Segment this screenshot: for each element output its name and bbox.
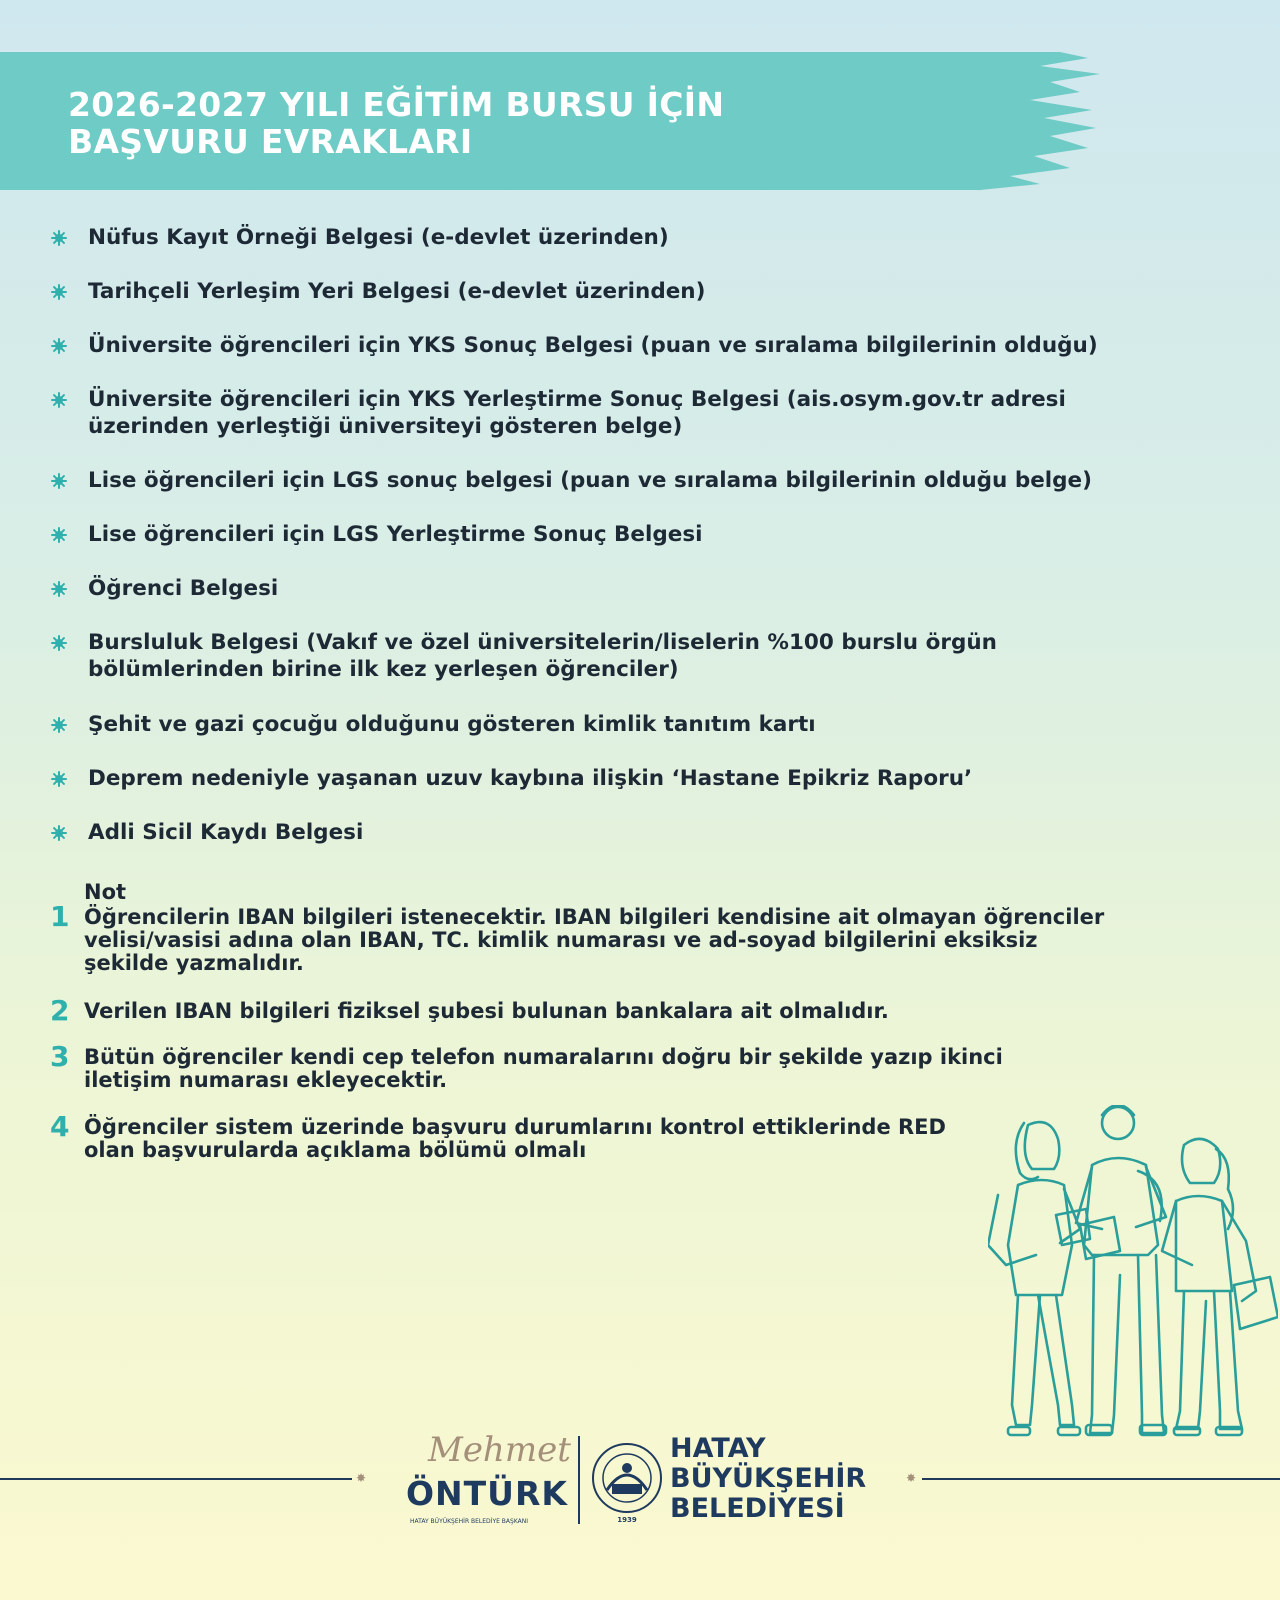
star-bullet-icon — [50, 472, 68, 490]
municipality-name — [670, 1434, 866, 1524]
document-label: Üniversite öğrencileri için YKS Yerleştirme Sonuç Belgesi (ais.osym.gov.tr adresi üzerinden yerleştiği üniversiteyi gösteren belge) — [88, 387, 1066, 439]
page-title-line2: BAŞVURU EVRAKLARI — [68, 122, 473, 161]
note-item — [50, 1042, 1084, 1092]
star-bullet-icon — [50, 824, 68, 842]
municipality-line2: BÜYÜKŞEHİR — [670, 1463, 867, 1494]
municipality-line3: BELEDİYESİ — [670, 1493, 845, 1524]
star-bullet-icon — [50, 283, 68, 301]
star-bullet-icon — [50, 716, 68, 734]
note-number: 3 — [50, 1040, 70, 1073]
star-bullet-icon — [50, 391, 68, 409]
star-bullet-icon — [50, 634, 68, 652]
star-bullet-icon — [50, 526, 68, 544]
signature-script: Mehmet — [428, 1430, 571, 1470]
signature-role: HATAY BÜYÜKŞEHİR BELEDİYE BAŞKANI — [410, 1518, 529, 1525]
note-text: Verilen IBAN bilgileri fiziksel şubesi bulunan bankalara ait olmalıdır. — [84, 999, 889, 1023]
document-label: Adli Sicil Kaydı Belgesi — [88, 820, 364, 845]
footer-ornament-icon: ✸ — [356, 1471, 367, 1485]
footer-divider — [578, 1436, 580, 1524]
document-label: Deprem nedeniyle yaşanan uzuv kaybına ilişkin ‘Hastane Epikriz Raporu’ — [88, 766, 973, 791]
note-text: Bütün öğrenciler kendi cep telefon numaralarını doğru bir şekilde yazıp ikinci iletişim numarası ekleyecektir. — [84, 1045, 1003, 1092]
document-label: Öğrenci Belgesi — [88, 576, 279, 601]
note-item — [50, 1112, 984, 1162]
list-item — [50, 629, 1158, 683]
list-item — [50, 575, 278, 602]
students-illustration-icon — [988, 1105, 1278, 1455]
document-label: Nüfus Kayıt Örneği Belgesi (e-devlet üzerinden) — [88, 225, 669, 250]
document-label: Tarihçeli Yerleşim Yeri Belgesi (e-devlet üzerinden) — [88, 279, 706, 304]
list-item — [50, 711, 816, 738]
mayor-signature — [406, 1430, 570, 1540]
note-item — [50, 902, 1114, 975]
list-item — [50, 765, 972, 792]
footer-ornament-icon: ✸ — [906, 1471, 917, 1485]
star-bullet-icon — [50, 580, 68, 598]
list-item — [50, 521, 703, 548]
note-number: 1 — [50, 900, 70, 933]
list-item — [50, 278, 705, 305]
document-label: Lise öğrencileri için LGS Yerleştirme Sonuç Belgesi — [88, 522, 703, 547]
list-item — [50, 819, 363, 846]
footer-line-left — [0, 1478, 352, 1480]
document-label: Üniversite öğrencileri için YKS Sonuç Belgesi (puan ve sıralama bilgilerinin olduğu) — [88, 333, 1098, 358]
list-item — [50, 386, 1158, 440]
note-item — [50, 996, 889, 1026]
note-number: 4 — [50, 1110, 70, 1143]
document-label: Bursluluk Belgesi (Vakıf ve özel üniversitelerin/liselerin %100 burslu örgün bölümlerinden birine ilk kez yerleşen öğrenciler) — [88, 630, 997, 682]
list-item — [50, 332, 1098, 359]
page-title — [68, 86, 724, 160]
star-bullet-icon — [50, 337, 68, 355]
signature-name: ÖNTÜRK — [406, 1474, 568, 1513]
list-item — [50, 224, 669, 251]
star-bullet-icon — [50, 229, 68, 247]
svg-text:1939: 1939 — [617, 1516, 637, 1524]
star-bullet-icon — [50, 770, 68, 788]
notes-title: Not — [84, 880, 127, 904]
page-title-line1: 2026-2027 YILI EĞİTİM BURSU İÇİN — [68, 85, 725, 124]
note-text: Öğrencilerin IBAN bilgileri istenecektir. IBAN bilgileri kendisine ait olmayan öğrenciler velisi/vasisi adına olan IBAN, TC. kimlik numarası ve ad-soyad bilgilerini eksiksiz şekilde yazmalıdır. — [84, 905, 1105, 975]
note-text: Öğrenciler sistem üzerinde başvuru durumlarını kontrol ettiklerinde RED olan başvurularda açıklama bölümü olmalı — [84, 1115, 946, 1162]
municipality-line1: HATAY — [670, 1433, 766, 1464]
note-number: 2 — [50, 994, 70, 1027]
municipality-seal-icon — [590, 1432, 664, 1532]
document-label: Lise öğrencileri için LGS sonuç belgesi (puan ve sıralama bilgilerinin olduğu belge) — [88, 468, 1092, 493]
list-item — [50, 467, 1092, 494]
document-label: Şehit ve gazi çocuğu olduğunu gösteren kimlik tanıtım kartı — [88, 712, 816, 737]
footer-line-right — [922, 1478, 1280, 1480]
